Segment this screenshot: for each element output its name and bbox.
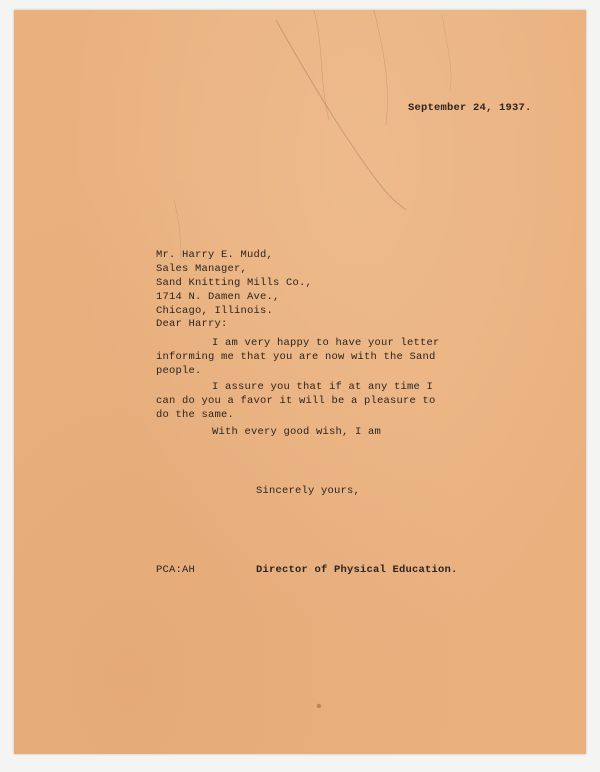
- paragraph-1-line-3: people.: [156, 365, 202, 377]
- paragraph-1: [156, 336, 440, 378]
- paragraph-2: [156, 380, 436, 422]
- paragraph-1-line-1: I am very happy to have your letter: [212, 337, 440, 349]
- recipient-name: Mr. Harry E. Mudd,: [156, 249, 274, 261]
- paragraph-2-line-3: do the same.: [156, 409, 235, 421]
- closing: Sincerely yours,: [256, 485, 361, 497]
- recipient-city: Chicago, Illinois.: [156, 305, 274, 317]
- recipient-position: Sales Manager,: [156, 263, 248, 275]
- paragraph-2-line-1: I assure you that if at any time I: [212, 381, 434, 393]
- typist-initials: PCA:AH: [156, 564, 196, 576]
- paragraph-1-line-2: informing me that you are now with the Sand: [156, 351, 436, 363]
- paragraph-2-line-2: can do you a favor it will be a pleasure to: [156, 395, 436, 407]
- letter-date: September 24, 1937.: [408, 102, 532, 114]
- recipient-street: 1714 N. Damen Ave.,: [156, 291, 280, 303]
- paragraph-3: With every good wish, I am: [212, 426, 382, 438]
- recipient-address-block: [156, 248, 312, 318]
- recipient-company: Sand Knitting Mills Co.,: [156, 277, 313, 289]
- salutation: Dear Harry:: [156, 318, 228, 330]
- signatory-title: Director of Physical Education.: [256, 564, 458, 576]
